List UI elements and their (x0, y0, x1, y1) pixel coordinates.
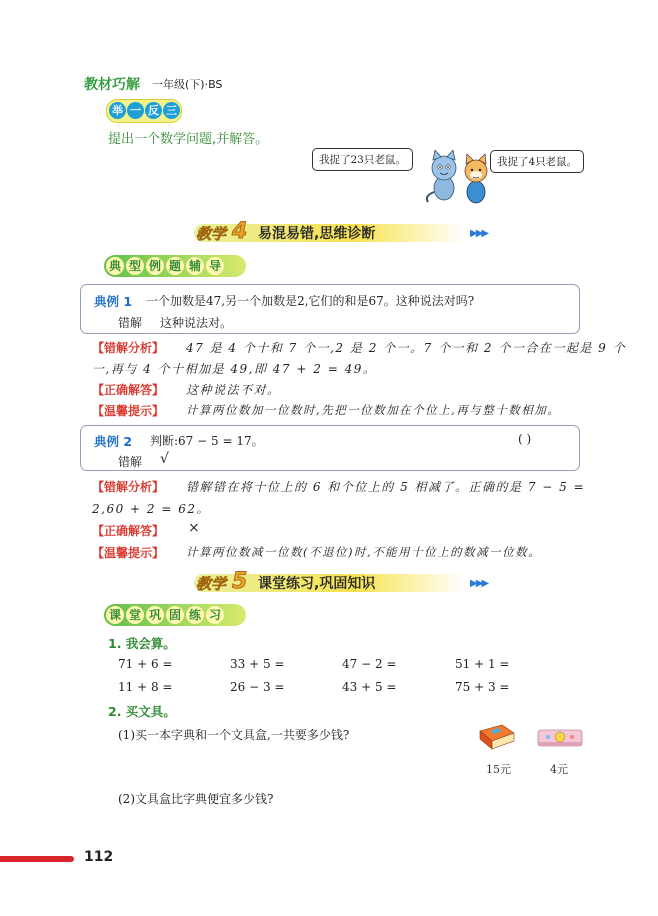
pencil-case-icon (536, 726, 584, 750)
calc-item: 43 + 5 = (342, 680, 397, 694)
pill-char: 习 (206, 606, 224, 624)
orange-cat-illustration (456, 152, 496, 206)
analysis-label: 【错解分析】 (92, 480, 165, 494)
analysis-line-2: 2,60 + 2 = 62。 (92, 502, 210, 516)
example-1-wrong-answer: 这种说法对。 (160, 316, 233, 330)
arrows-icon: ▶▶▶ (470, 228, 488, 239)
calc-item: 51 + 1 = (455, 657, 510, 671)
pill-char: 课 (106, 606, 124, 624)
exercise-2-question-1: (1)买一本字典和一个文具盒,一共要多少钱? (118, 728, 350, 742)
exercise-2-question-2: (2)文具盒比字典便宜多少钱? (118, 792, 274, 806)
footer-bar (0, 856, 74, 862)
analysis-label: 【错解分析】 (92, 341, 165, 355)
answer-label: 【正确解答】 (92, 524, 165, 538)
book-title: 教材巧解 (84, 77, 140, 93)
badge-char: 反 (145, 102, 162, 119)
pill-char: 导 (206, 257, 224, 275)
dictionary-icon (478, 723, 516, 751)
tip-label: 【温馨提示】 (92, 404, 165, 418)
speech-bubble-left: 我捉了23只老鼠。 (312, 148, 413, 171)
badge-juyifansan (106, 99, 182, 123)
correct-answer: 这种说法不对。 (186, 383, 281, 397)
badge-char: 三 (163, 102, 180, 119)
example-1-wrong-label: 错解 (118, 316, 143, 330)
pill-char: 典 (106, 257, 124, 275)
calc-item: 75 + 3 = (455, 680, 510, 694)
section-word: 教学 (196, 575, 227, 593)
section-word: 教学 (196, 225, 227, 243)
section-title: 课堂练习,巩固知识 (258, 576, 376, 592)
example-2-wrong-label: 错解 (118, 455, 143, 469)
example-1-label: 典例 1 (94, 294, 133, 309)
section-banner-4 (194, 221, 494, 243)
section-number: 4 (232, 219, 248, 244)
calc-item: 71 + 6 = (118, 657, 173, 671)
exercise-2-title: 2. 买文具。 (108, 704, 176, 719)
tip-text: 计算两位数减一位数(不退位)时,不能用十位上的数减一位数。 (186, 545, 542, 559)
price-pencil-case: 4元 (550, 763, 568, 776)
badge-char: 一 (127, 102, 144, 119)
example-2-label: 典例 2 (94, 434, 133, 449)
answer-parentheses: ( ) (518, 432, 532, 446)
price-dictionary: 15元 (486, 763, 511, 776)
tip-label: 【温馨提示】 (92, 546, 165, 560)
section-title: 易混易错,思维诊断 (258, 226, 376, 242)
badge-char: 举 (109, 102, 126, 119)
calc-item: 33 + 5 = (230, 657, 285, 671)
arrows-icon: ▶▶▶ (470, 578, 488, 589)
section-number: 5 (232, 569, 248, 594)
calc-item: 26 − 3 = (230, 680, 285, 694)
calc-item: 47 − 2 = (342, 657, 397, 671)
cross-icon: × (188, 520, 200, 536)
pill-char: 例 (146, 257, 164, 275)
analysis-line-1: 47 是 4 个十和 7 个一,2 是 2 个一。7 个一和 2 个一合在一起是 9 个 (186, 341, 627, 355)
grade-label: 一年级(下)·BS (152, 78, 223, 91)
intro-question: 提出一个数学问题,并解答。 (108, 132, 269, 147)
pill-char: 辅 (186, 257, 204, 275)
example-1-question: 一个加数是47,另一个加数是2,它们的和是67。这种说法对吗? (146, 294, 475, 308)
pill-char: 题 (166, 257, 184, 275)
example-2-question: 判断:67 − 5 = 17。 (150, 434, 264, 448)
page-number: 112 (84, 849, 114, 865)
pill-char: 固 (166, 606, 184, 624)
checkmark-icon: √ (160, 451, 169, 467)
section-banner-5 (194, 571, 494, 593)
analysis-line-1: 错解错在将十位上的 6 和个位上的 5 相减了。正确的是 7 − 5 = (186, 480, 586, 494)
answer-label: 【正确解答】 (92, 383, 165, 397)
calc-item: 11 + 8 = (118, 680, 173, 694)
analysis-line-2: 一,再与 4 个十相加是 49,即 47 + 2 = 49。 (92, 362, 377, 376)
section-pill-class-practice (104, 604, 246, 626)
exercise-1-title: 1. 我会算。 (108, 636, 176, 651)
pill-char: 巩 (146, 606, 164, 624)
tip-text: 计算两位数加一位数时,先把一位数加在个位上,再与整十数相加。 (186, 403, 561, 417)
pill-char: 堂 (126, 606, 144, 624)
section-pill-typical-examples (104, 255, 246, 277)
pill-char: 型 (126, 257, 144, 275)
pill-char: 练 (186, 606, 204, 624)
speech-bubble-right: 我捉了4只老鼠。 (490, 150, 584, 173)
